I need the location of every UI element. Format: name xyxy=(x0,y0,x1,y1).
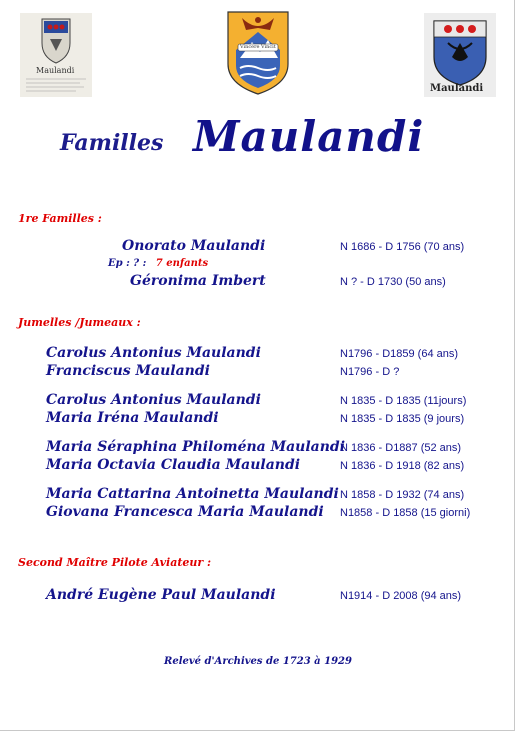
person-name: Géronima Imbert xyxy=(130,273,266,289)
section-twins: Jumelles /Jumeaux : xyxy=(18,316,141,329)
aviator-name: André Eugène Paul Maulandi xyxy=(46,587,276,603)
twin-name: Maria Séraphina Philoména Maulandi xyxy=(46,439,346,455)
spouse-line xyxy=(108,258,208,269)
person-dates: N 1686 - D 1756 (70 ans) xyxy=(340,241,465,253)
section-first-family: 1re Familles : xyxy=(18,212,102,225)
crest-right-caption: Maulandi xyxy=(430,83,484,94)
crest-left-caption: Maulandi xyxy=(36,66,75,75)
person-dates: N ? - D 1730 (50 ans) xyxy=(340,276,446,288)
eagle-crest-icon xyxy=(226,10,290,96)
twin-name: Franciscus Maulandi xyxy=(46,363,210,379)
children-count: 7 enfants xyxy=(155,258,209,269)
twin-name: Maria Cattarina Antoinetta Maulandi xyxy=(46,486,339,502)
twin-dates: N 1835 - D 1835 (11jours) xyxy=(340,395,467,407)
twin-name: Maria Iréna Maulandi xyxy=(46,410,219,426)
twin-dates: N1796 - D ? xyxy=(340,366,400,378)
title-maulandi: Maulandi xyxy=(193,112,425,161)
shield-icon xyxy=(20,13,92,97)
twin-dates: N 1858 - D 1932 (74 ans) xyxy=(340,489,465,501)
spouse-label: Ep : ? : xyxy=(108,258,147,269)
archives-footer: Relevé d'Archives de 1723 à 1929 xyxy=(164,656,352,667)
crest-center-motto: Vincere Vincit xyxy=(240,44,276,50)
twin-dates: N 1836 - D 1918 (82 ans) xyxy=(340,460,465,472)
title-familles: Familles xyxy=(60,130,164,156)
crest-left-image xyxy=(20,13,92,97)
section-aviator: Second Maître Pilote Aviateur : xyxy=(18,556,212,569)
aviator-dates: N1914 - D 2008 (94 ans) xyxy=(340,590,462,602)
twin-name: Giovana Francesca Maria Maulandi xyxy=(46,504,324,520)
person-name: Onorato Maulandi xyxy=(122,238,266,254)
twin-name: Carolus Antonius Maulandi xyxy=(46,345,261,361)
twin-dates: N 1836 - D1887 (52 ans) xyxy=(340,442,462,454)
twin-name: Maria Octavia Claudia Maulandi xyxy=(46,457,301,473)
twin-dates: N1796 - D1859 (64 ans) xyxy=(340,348,459,360)
page-title xyxy=(0,112,516,168)
twin-dates: N 1835 - D 1835 (9 jours) xyxy=(340,413,465,425)
twin-name: Carolus Antonius Maulandi xyxy=(46,392,261,408)
twin-dates: N1858 - D 1858 (15 giorni) xyxy=(340,507,471,519)
crest-center-image xyxy=(226,10,290,96)
crest-right-image xyxy=(424,13,496,97)
